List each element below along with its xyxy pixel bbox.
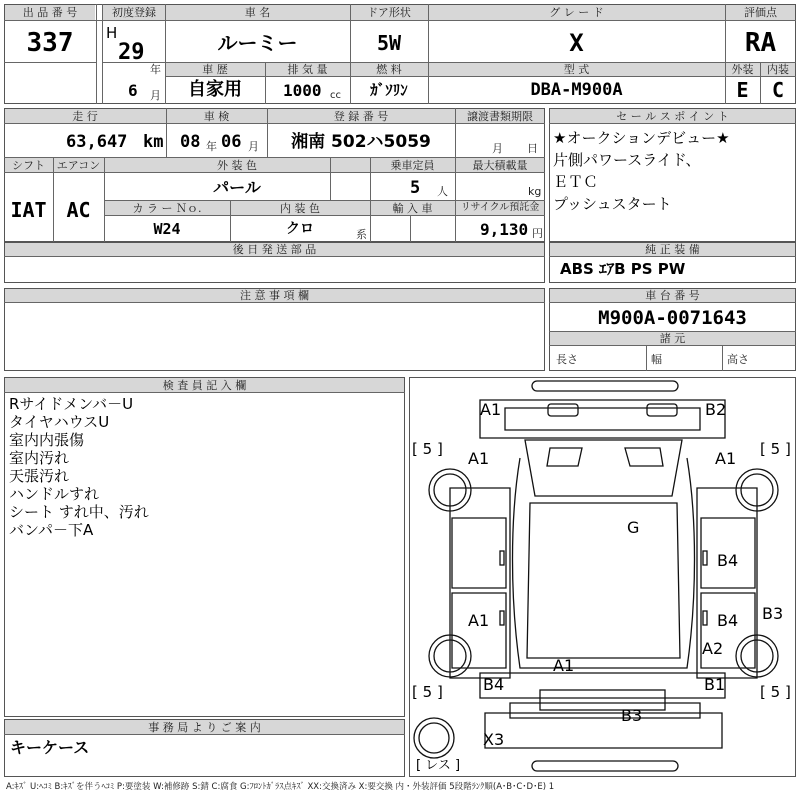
sales-point-3: ＥＴＣ: [553, 173, 599, 191]
equipment-label: 純 正 装 備: [645, 243, 700, 256]
interior-color: クロ: [286, 221, 314, 237]
fuel-label: 燃 料: [376, 63, 402, 76]
car-name: ルーミー: [217, 31, 298, 55]
displacement: 1000: [283, 81, 322, 100]
era-letter: H: [106, 24, 118, 42]
mileage-unit: km: [143, 132, 164, 152]
sales-point-1: ★オークションデビュー★: [553, 129, 730, 147]
damage-a1-rear-center: A1: [553, 656, 575, 675]
damage-b3-right-side: B3: [762, 604, 784, 623]
first-registration-label: 初度登録: [112, 6, 156, 19]
sales-point-2: 片側パワースライド、: [553, 151, 701, 169]
inspector-line-3: 室内内張傷: [9, 431, 85, 449]
chassis-number: M900A-0071643: [598, 307, 747, 329]
history-label: 車 歴: [202, 63, 228, 76]
damage-a1-front-right-tire: A1: [715, 449, 737, 468]
inspector-line-8: バンパ－下A: [9, 521, 94, 539]
damage-a1-left-rear: A1: [468, 611, 490, 630]
exterior-grade-label: 外装: [731, 63, 754, 76]
score-label: 評価点: [744, 6, 777, 19]
inspection-month: 06: [221, 132, 242, 152]
tire-tread-rear-left: [ 5 ]: [412, 683, 443, 701]
registration-year: 29: [118, 40, 145, 65]
exterior-color-label: 外 装 色: [217, 159, 257, 172]
lot-number: 337: [26, 28, 74, 58]
inspector-line-4: 室内汚れ: [9, 449, 70, 467]
model-label: 型 式: [563, 63, 590, 76]
dimensions-label: 諸 元: [659, 332, 686, 345]
width-label: 幅: [651, 353, 662, 366]
exterior-color: パール: [213, 178, 261, 197]
height-label: 高さ: [727, 353, 749, 366]
capacity-unit: 人: [437, 185, 448, 198]
registration-number-label: 登 録 番 号: [333, 110, 389, 123]
mileage-label: 走 行: [72, 110, 98, 123]
damage-b1-rear-right: B1: [704, 675, 726, 694]
registration-month: 6: [128, 81, 138, 100]
displacement-label: 排 気 量: [287, 63, 328, 76]
inspector-line-5: 天張汚れ: [9, 467, 70, 485]
sales-point-4: プッシュスタート: [553, 195, 672, 213]
inspection-label: 車 検: [203, 110, 230, 123]
inspection-year-unit: 年: [206, 140, 217, 153]
inspector-line-6: ハンドルすれ: [9, 485, 100, 503]
damage-a1-top-left: A1: [480, 400, 502, 419]
transfer-month-unit: 月: [492, 142, 503, 155]
inspector-line-2: タイヤハウスU: [9, 413, 110, 431]
exterior-grade: E: [736, 78, 749, 102]
displacement-unit: cc: [330, 90, 341, 101]
damage-g-windshield: G: [627, 518, 640, 537]
shift-label: シフト: [12, 159, 45, 172]
damage-b3-rear-bumper: B3: [621, 706, 643, 725]
score: RA: [744, 28, 777, 58]
interior-grade-label: 内装: [767, 63, 789, 76]
recycle-deposit-label: リサイクル預託金: [460, 202, 540, 213]
interior-grade: C: [771, 78, 785, 102]
equipment-list: ABS ｴｱB PS PW: [560, 260, 686, 278]
damage-b4-right-rear: B4: [717, 611, 739, 630]
tire-tread-front-right: [ 5 ]: [760, 440, 791, 458]
tire-tread-rear-right: [ 5 ]: [760, 683, 791, 701]
capacity: 5: [410, 178, 421, 198]
sales-points-label: セ ー ル ス ポ イ ン ト: [616, 110, 729, 123]
damage-b4-rear-left: B4: [483, 675, 505, 694]
interior-color-unit: 系: [356, 228, 367, 241]
shift: IAT: [10, 198, 47, 222]
length-label: 長さ: [556, 353, 578, 366]
recycle-deposit-unit: 円: [532, 227, 543, 240]
damage-diagram: [409, 377, 796, 777]
grade-label: グ レ ー ド: [549, 6, 604, 19]
door-type: 5W: [376, 31, 402, 55]
inspector-line-7: シート すれ中、汚れ: [9, 503, 149, 521]
inspection-month-unit: 月: [248, 140, 259, 153]
aircon: AC: [66, 198, 91, 222]
tire-tread-front-left: [ 5 ]: [412, 440, 443, 458]
interior-color-label: 内 装 色: [280, 202, 320, 215]
inspection-year: 08: [180, 132, 201, 152]
damage-x3-bottom: X3: [483, 730, 505, 749]
inspector-line-1: Rサイドメンバ－U: [9, 395, 134, 413]
chassis-number-label: 車 台 番 号: [645, 289, 700, 302]
color-number-label: カ ラ ー Ｎｏ.: [132, 202, 202, 215]
recycle-deposit: 9,130: [480, 220, 529, 239]
door-type-label: ドア形状: [367, 6, 411, 19]
inspector-notes-label: 検 査 員 記 入 欄: [162, 379, 247, 392]
registration-number: 湘南 502ハ5059: [291, 132, 431, 152]
spare-tire-label: [ レス ]: [416, 758, 461, 773]
legend-text: A:ｷｽﾞ U:ﾍｺﾐ B:ｷｽﾞを伴うﾍｺﾐ P:要塗装 W:補修跡 S:錆 C:腐食 G:ﾌﾛﾝﾄｶﾞﾗｽ点ｷｽﾞ XX:交換済み X:要交換 内・外装評価 5段階ﾗﾝｸ順(A･B･C･D･E) 1: [6, 782, 555, 792]
month-unit: 月: [150, 89, 161, 102]
year-unit: 年: [150, 63, 161, 76]
office-notice-label: 事 務 局 よ り ご 案 内: [148, 721, 261, 734]
transfer-deadline-label: 譲渡書類期限: [467, 110, 533, 123]
mileage: 63,647: [66, 132, 128, 152]
grade: X: [569, 29, 584, 57]
color-number: W24: [153, 220, 181, 238]
car-name-label: 車 名: [244, 6, 271, 19]
model-code: DBA-M900A: [530, 80, 623, 100]
lot-number-label: 出 品 番 号: [22, 6, 78, 19]
capacity-label: 乗車定員: [390, 159, 435, 172]
history: 自家用: [188, 79, 242, 100]
notes-label: 注 意 事 項 欄: [240, 289, 309, 302]
fuel: ｶﾞｿﾘﾝ: [370, 81, 408, 99]
max-load-unit: kg: [528, 185, 542, 198]
office-notice: キーケース: [10, 738, 90, 757]
later-parts-label: 後 日 発 送 部 品: [232, 243, 317, 256]
aircon-label: エアコン: [56, 159, 101, 172]
max-load-label: 最大積載量: [472, 159, 528, 172]
damage-a1-front-left-tire: A1: [468, 449, 490, 468]
transfer-day-unit: 日: [527, 142, 538, 155]
damage-b2-top-right: B2: [705, 400, 727, 419]
damage-a2-rear-right: A2: [702, 639, 724, 658]
damage-b4-right-front: B4: [717, 551, 739, 570]
car-outline-diagram: [410, 378, 797, 778]
import-label: 輸 入 車: [392, 202, 433, 215]
